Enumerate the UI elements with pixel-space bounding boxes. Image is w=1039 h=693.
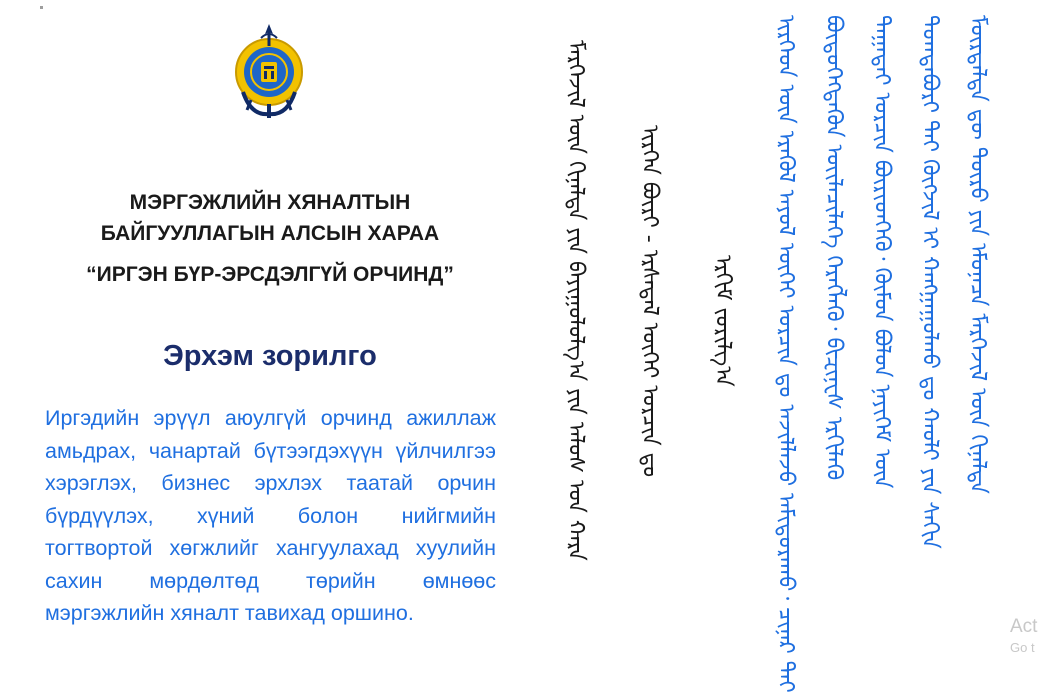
watermark-line-1: Act: [1010, 616, 1038, 637]
vision-slogan: “ИРГЭН БҮР-ЭРСДЭЛГҮЙ ОРЧИНД”: [86, 263, 454, 286]
mission-text: Иргэдийн эрүүл аюулгүй орчинд ажиллаж амьдрах, чанартай бүтээгдэхүүн үйлчилгээ хэрэглэх, бизнес эрхлэх таатай орчин бүрдүүлэх, хүний болон нийгмийн тогтвортой хөгжлийг хангуулахад хуулийн сахин мөрдөлтөд төрийн өмнөөс мэргэжлийн хяналт тавихад оршино.: [45, 406, 496, 625]
mongol-vision-column-1: ᠮᠡᠷᠭᠡᠵᠢᠯ ᠦᠨ ᠬᠢᠨᠠᠯᠲᠠ ᠶᠢᠨ ᠪᠠᠶᠢᠭᠤᠯᠤᠯᠭ᠎ᠠ ᠶᠢᠨ ᠠᠯᠤᠰ ᠤᠨ ᠬᠠᠷᠠ: [563, 40, 588, 561]
vision-block: [60, 187, 480, 290]
vajra-soyombo-emblem-icon: [229, 20, 309, 120]
vision-line-2: БАЙГУУЛЛАГЫН АЛСЫН ХАРАА: [100, 222, 440, 245]
top-edge-mark: [40, 6, 43, 9]
watermark-line-2: Go t: [1010, 640, 1035, 655]
mongol-mission-column-1: ᠢᠷᠭᠡᠳ ᠦᠨ ᠡᠷᠡᠭᠦᠯ ᠠᠶᠤᠯ ᠦᠭᠡᠢ ᠣᠷᠴᠢᠨ ᠳᠤ ᠠᠵᠢᠯᠯᠠᠵᠤ ᠠᠮᠢᠳᠤᠷᠠᠬᠤ᠂ ᠴᠢᠨᠠᠷ ᠲᠠᠢ: [773, 15, 798, 693]
mongol-vision-column-2: ᠢᠷᠭᠡᠨ ᠪᠦᠷᠢ - ᠡᠷᠰᠡᠳᠡᠯ ᠦᠭᠡᠢ ᠣᠷᠴᠢᠨ ᠳᠤ: [637, 125, 662, 478]
vision-line-1: МЭРГЭЖЛИЙН ХЯНАЛТЫН: [129, 191, 411, 214]
mongol-mission-column-3: ᠲᠠᠭᠠᠲᠠᠢ ᠣᠷᠴᠢᠨ ᠪᠦᠷᠢᠳᠬᠡᠬᠦ᠂ ᠬᠦᠮᠦᠨ ᠪᠣᠯᠣᠨ ᠨᠡᠶᠢᠭᠡᠮ ᠦᠨ: [869, 15, 894, 489]
mongol-mission-title-column: ᠡᠷᠬᠢᠮ ᠵᠣᠷᠢᠯᠭ᠎ᠠ: [710, 255, 735, 387]
activation-watermark: [1010, 615, 1037, 657]
mongol-mission-column-4: ᠲᠣᠭᠲᠠᠪᠤᠷᠢ ᠲᠠᠢ ᠬᠥᠭᠵᠢᠯ ᠢ ᠬᠠᠩᠭᠠᠭᠤᠯᠬᠤ ᠳᠤ ᠬᠠᠤᠯᠢ ᠶᠢᠨ ᠰᠠᠬᠢᠨ: [917, 15, 942, 549]
mongol-mission-column-2: ᠪᠦᠲᠦᠭᠡᠭᠳᠡᠬᠦᠨ ᠦᠢᠯᠡᠴᠢᠯᠡᠭᠡ ᠬᠡᠷᠡᠭᠯᠡᠬᠦ᠂ ᠪᠢᠽᠢᠨᠧᠰ ᠡᠷᠬᠢᠯᠡᠬᠦ: [821, 15, 846, 481]
mongol-mission-column-5: ᠮᠦᠷᠳᠡᠯᠳᠡ ᠳᠦ ᠲᠥᠷᠥ ᠶᠢᠨ ᠡᠮᠦᠨᠡᠴᠡ ᠮᠡᠷᠭᠡᠵᠢᠯ ᠦᠨ ᠬᠢᠨᠠᠯᠲᠠ: [965, 15, 990, 494]
emblem-logo: [229, 20, 309, 120]
mission-title: Эрхэм зорилго: [163, 340, 377, 372]
